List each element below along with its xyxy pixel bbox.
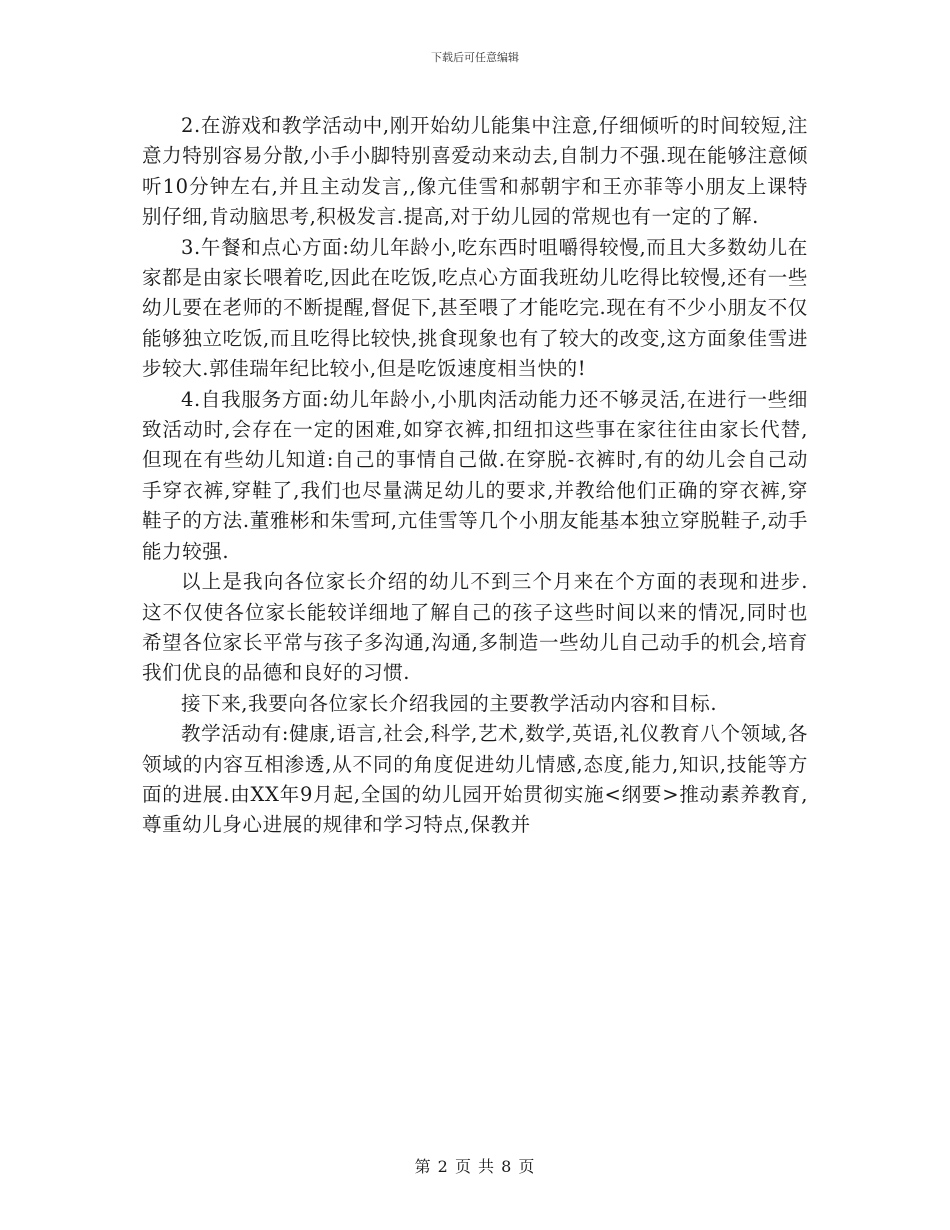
- page-number: 第 2 页 共 8 页: [414, 1157, 536, 1176]
- paragraph-2: 3.午餐和点心方面:幼儿年龄小,吃东西时咀嚼得较慢,而且大多数幼儿在家都是由家长喂着吃,因此在吃饭,吃点心方面我班幼儿吃得比较慢,还有一些幼儿要在老师的不断提醒,督促下,甚至喂了才能吃完.现在有不少小朋友不仅能够独立吃饭,而且吃得比较快,挑食现象也有了较大的改变,这方面象佳雪进步较大.郭佳瑞年纪比较小,但是吃饭速度相当快的!: [142, 235, 808, 381]
- paragraph-6: 教学活动有:健康,语言,社会,科学,艺术,数学,英语,礼仪教育八个领域,各领域的内容互相渗透,从不同的角度促进幼儿情感,态度,能力,知识,技能等方面的进展.由XX年9月起,全国的幼儿园开始贯彻实施<纲要>推动素养教育,尊重幼儿身心进展的规律和学习特点,保教并: [142, 722, 808, 837]
- paragraph-1: 2.在游戏和教学活动中,刚开始幼儿能集中注意,仔细倾听的时间较短,注意力特别容易分散,小手小脚特别喜爱动来动去,自制力不强.现在能够注意倾听10分钟左右,并且主动发言,,像亢佳雪和郝朝宇和王亦菲等小朋友上课特别仔细,肯动脑思考,积极发言.提高,对于幼儿园的常规也有一定的了解.: [142, 114, 808, 229]
- paragraph-3: 4.自我服务方面:幼儿年龄小,小肌肉活动能力还不够灵活,在进行一些细致活动时,会存在一定的困难,如穿衣裤,扣纽扣这些事在家往往由家长代替,但现在有些幼儿知道:自己的事情自己做.在穿脱-衣裤时,有的幼儿会自己动手穿衣裤,穿鞋了,我们也尽量满足幼儿的要求,并教给他们正确的穿衣裤,穿鞋子的方法.董雅彬和朱雪珂,亢佳雪等几个小朋友能基本独立穿脱鞋子,动手能力较强.: [142, 387, 808, 563]
- page-header-note: 下载后可任意编辑: [431, 51, 519, 64]
- document-body: [142, 111, 808, 841]
- paragraph-5: 接下来,我要向各位家长介绍我园的主要教学活动内容和目标.: [181, 691, 718, 715]
- paragraph-4: 以上是我向各位家长介绍的幼儿不到三个月来在个方面的表现和进步.这不仅使各位家长能较详细地了解自己的孩子这些时间以来的情况,同时也希望各位家长平常与孩子多沟通,沟通,多制造一些幼儿自己动手的机会,培育我们优良的品德和良好的习惯.: [142, 570, 808, 685]
